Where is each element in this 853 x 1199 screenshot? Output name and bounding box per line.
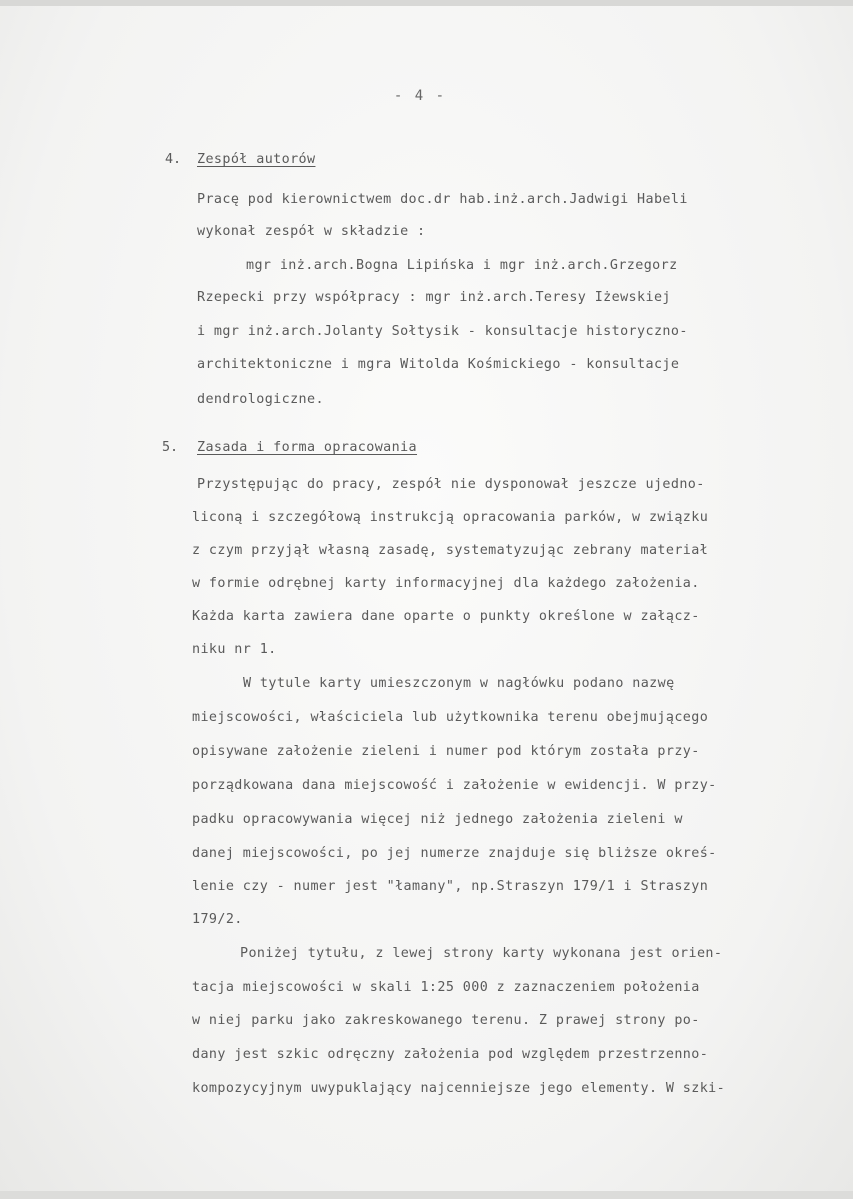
text-line: lenie czy - numer jest "łamany", np.Straszyn 179/1 i Straszyn bbox=[192, 879, 709, 894]
text-line: Rzepecki przy współpracy : mgr inż.arch.Teresy Iżewskiej bbox=[197, 290, 671, 305]
text-line: z czym przyjął własną zasadę, systematyzując zebrany materiał bbox=[192, 543, 709, 558]
text-line: Pracę pod kierownictwem doc.dr hab.inż.arch.Jadwigi Habeli bbox=[197, 192, 688, 207]
text-line: mgr inż.arch.Bogna Lipińska i mgr inż.arch.Grzegorz bbox=[246, 258, 678, 273]
text-line: W tytule karty umieszczonym w nagłówku podano nazwę bbox=[243, 676, 675, 691]
text-line: i mgr inż.arch.Jolanty Sołtysik - konsultacje historyczno- bbox=[197, 324, 688, 339]
text-line: dany jest szkic odręczny założenia pod względem przestrzenno- bbox=[192, 1047, 709, 1062]
text-line: Poniżej tytułu, z lewej strony karty wykonana jest orien- bbox=[240, 946, 723, 961]
scan-edge-top bbox=[0, 0, 853, 6]
text-line: architektoniczne i mgra Witolda Kośmickiego - konsultacje bbox=[197, 357, 680, 372]
text-line: niku nr 1. bbox=[192, 642, 277, 657]
text-line: miejscowości, właściciela lub użytkownika terenu obejmującego bbox=[192, 710, 709, 725]
text-line: dendrologiczne. bbox=[197, 392, 324, 407]
section-5-number: 5. bbox=[162, 440, 179, 455]
page-number: - 4 - bbox=[393, 88, 447, 104]
text-line: padku opracowywania więcej niż jednego założenia zieleni w bbox=[192, 812, 683, 827]
text-line: wykonał zespół w składzie : bbox=[197, 224, 426, 239]
text-line: danej miejscowości, po jej numerze znajduje się bliższe okreś- bbox=[192, 846, 717, 861]
text-line: tacja miejscowości w skali 1:25 000 z zaznaczeniem położenia bbox=[192, 980, 700, 995]
text-line: Przystępując do pracy, zespół nie dysponował jeszcze ujedno- bbox=[197, 477, 705, 492]
section-4-number: 4. bbox=[165, 152, 182, 167]
text-line: opisywane założenie zieleni i numer pod którym została przy- bbox=[192, 744, 700, 759]
text-line: w formie odrębnej karty informacyjnej dla każdego założenia. bbox=[192, 576, 700, 591]
scan-edge-bottom bbox=[0, 1191, 853, 1199]
text-line: Każda karta zawiera dane oparte o punkty określone w załącz- bbox=[192, 609, 700, 624]
section-4-heading: Zespół autorów bbox=[197, 152, 316, 167]
section-5-heading: Zasada i forma opracowania bbox=[197, 440, 418, 455]
text-line: w niej parku jako zakreskowanego terenu. Z prawej strony po- bbox=[192, 1013, 700, 1028]
text-line: kompozycyjnym uwypuklający najcenniejsze jego elementy. W szki- bbox=[192, 1081, 726, 1096]
text-line: liconą i szczegółową instrukcją opracowania parków, w związku bbox=[192, 510, 709, 525]
text-line: 179/2. bbox=[192, 912, 243, 927]
text-line: porządkowana dana miejscowość i założenie w ewidencji. W przy- bbox=[192, 778, 717, 793]
